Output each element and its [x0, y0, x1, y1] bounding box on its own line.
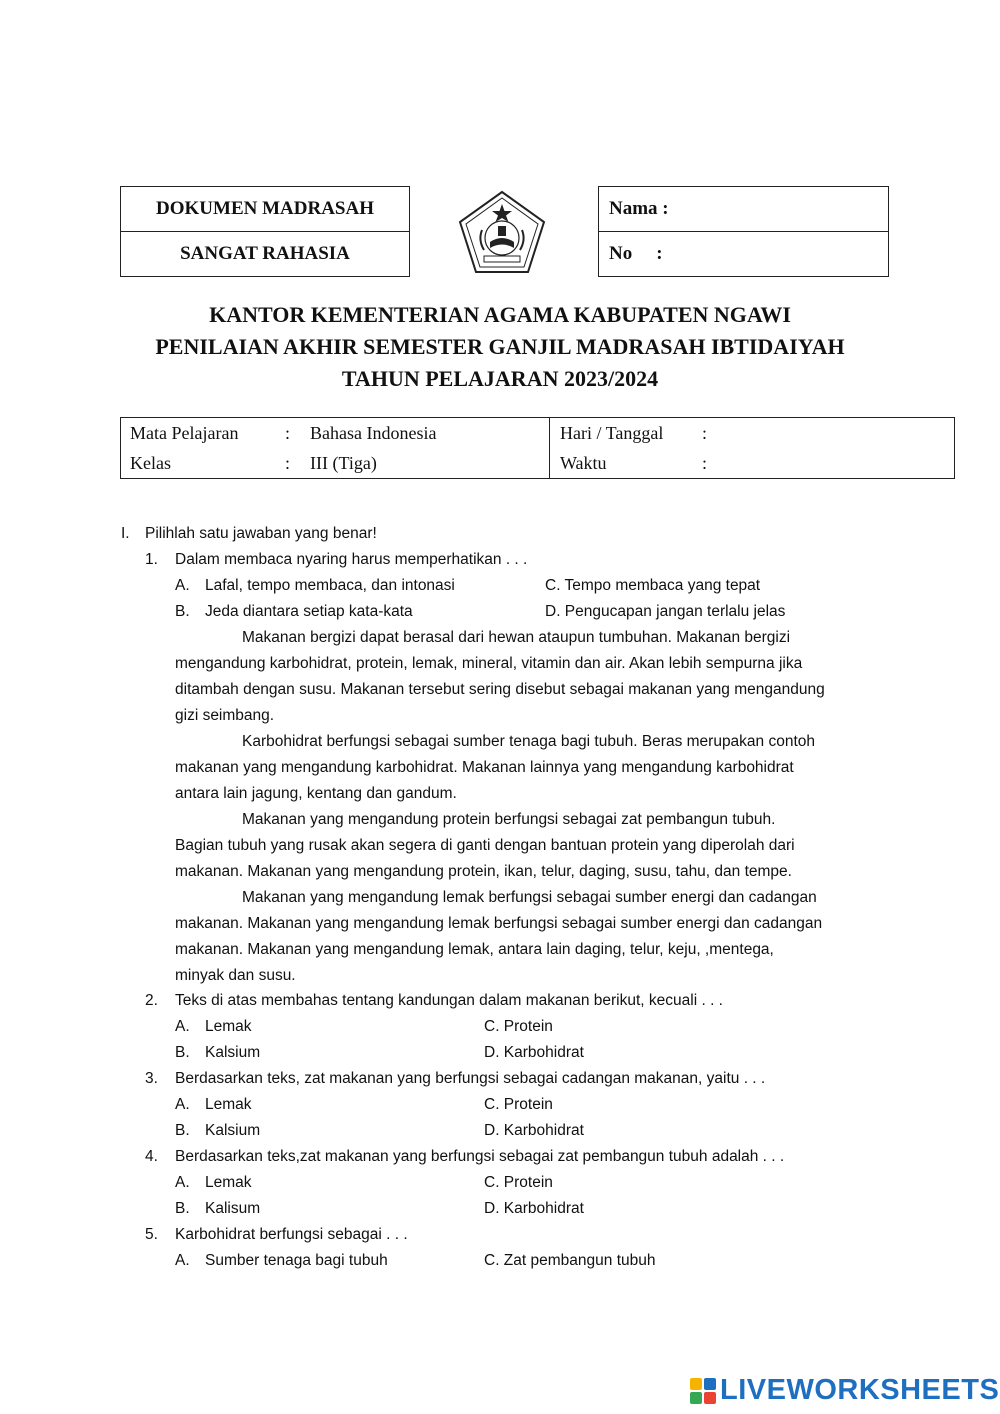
passage-line: ditambah dengan susu. Makanan tersebut sering disebut sebagai makanan yang mengandung: [175, 681, 825, 698]
name-label: Nama :: [609, 198, 669, 219]
table-divider: [549, 418, 550, 478]
q1-text: Dalam membaca nyaring harus memperhatikan . . .: [175, 551, 528, 568]
q2-option-a-letter: A.: [175, 1018, 190, 1035]
passage-line: Bagian tubuh yang rusak akan segera di ganti dengan bantuan protein yang diperolah dari: [175, 837, 795, 854]
passage-line: makanan. Makanan yang mengandung lemak berfungsi sebagai sumber energi dan cadangan: [175, 915, 823, 932]
day-label: Hari / Tanggal: [560, 423, 664, 443]
class-colon: :: [285, 453, 291, 473]
q1-option-b-letter: B.: [175, 603, 190, 620]
q5-number: 5.: [145, 1226, 158, 1243]
q1-option-b[interactable]: Jeda diantara setiap kata-kata: [205, 603, 413, 620]
q4-option-b-letter: B.: [175, 1200, 190, 1217]
liveworksheets-brand[interactable]: [690, 1374, 999, 1407]
exam-info-table: [120, 417, 955, 479]
passage-line: Makanan yang mengandung lemak berfungsi sebagai sumber energi dan cadangan: [242, 889, 817, 906]
passage-line: Karbohidrat berfungsi sebagai sumber tenaga bagi tubuh. Beras merupakan contoh: [242, 733, 816, 750]
passage-line: makanan yang mengandung karbohidrat. Makanan lainnya yang mengandung karbohidrat: [175, 759, 794, 776]
office-title: KANTOR KEMENTERIAN AGAMA KABUPATEN NGAWI: [209, 302, 791, 327]
q1-number: 1.: [145, 551, 158, 568]
logo-square: [704, 1392, 716, 1404]
logo-square: [690, 1378, 702, 1390]
class-label: Kelas: [130, 453, 171, 473]
passage-line: gizi seimbang.: [175, 707, 275, 724]
section-instruction: Pilihlah satu jawaban yang benar!: [145, 525, 377, 542]
kemenag-emblem-icon: [458, 190, 546, 274]
q4-option-b[interactable]: Kalisum: [205, 1200, 261, 1217]
passage-line: makanan. Makanan yang mengandung lemak, antara lain daging, telur, keju, ,mentega,: [175, 941, 774, 958]
q1-option-a-letter: A.: [175, 577, 190, 594]
q2-option-b[interactable]: Kalsium: [205, 1044, 261, 1061]
number-colon: :: [656, 243, 663, 264]
q2-option-b-letter: B.: [175, 1044, 190, 1061]
exam-title: PENILAIAN AKHIR SEMESTER GANJIL MADRASAH IBTIDAIYAH: [155, 334, 845, 359]
class-value: III (Tiga): [310, 453, 377, 473]
year-title: TAHUN PELAJARAN 2023/2024: [341, 366, 659, 391]
logo-square: [690, 1392, 702, 1404]
subject-value: Bahasa Indonesia: [310, 423, 437, 443]
liveworksheets-logo-icon: [690, 1378, 716, 1404]
passage-line: antara lain jagung, kentang dan gandum.: [175, 785, 457, 802]
q3-option-c[interactable]: C. Protein: [484, 1096, 553, 1113]
section-number: I.: [121, 525, 130, 542]
q3-option-d[interactable]: D. Karbohidrat: [484, 1122, 584, 1139]
student-identity-box: [598, 186, 889, 277]
q2-option-c[interactable]: C. Protein: [484, 1018, 553, 1035]
secret-label: SANGAT RAHASIA: [121, 231, 409, 276]
time-label: Waktu: [560, 453, 607, 473]
q3-text: Berdasarkan teks, zat makanan yang berfungsi sebagai cadangan makanan, yaitu . . .: [175, 1070, 766, 1087]
number-label: No: [609, 243, 633, 264]
name-field[interactable]: [599, 187, 888, 231]
q2-number: 2.: [145, 992, 158, 1009]
q3-option-a[interactable]: Lemak: [205, 1096, 252, 1113]
passage-line: minyak dan susu.: [175, 967, 296, 984]
q1-option-a[interactable]: Lafal, tempo membaca, dan intonasi: [205, 577, 455, 594]
passage-line: mengandung karbohidrat, protein, lemak, mineral, vitamin dan air. Akan lebih sempurna jika: [175, 655, 803, 672]
time-colon: :: [702, 453, 708, 473]
day-colon: :: [702, 423, 708, 443]
q4-option-c[interactable]: C. Protein: [484, 1174, 553, 1191]
passage-line: makanan. Makanan yang mengandung protein, ikan, telur, daging, susu, tahu, dan tempe.: [175, 863, 792, 880]
q5-option-a[interactable]: Sumber tenaga bagi tubuh: [205, 1252, 388, 1269]
subject-label: Mata Pelajaran: [130, 423, 239, 443]
q3-option-b-letter: B.: [175, 1122, 190, 1139]
doc-label: DOKUMEN MADRASAH: [156, 198, 374, 219]
q4-option-a[interactable]: Lemak: [205, 1174, 252, 1191]
logo-square: [704, 1378, 716, 1390]
q3-number: 3.: [145, 1070, 158, 1087]
q4-option-a-letter: A.: [175, 1174, 190, 1191]
q4-option-d[interactable]: D. Karbohidrat: [484, 1200, 584, 1217]
q2-option-d[interactable]: D. Karbohidrat: [484, 1044, 584, 1061]
number-field[interactable]: [599, 231, 888, 276]
passage-line: Makanan bergizi dapat berasal dari hewan ataupun tumbuhan. Makanan bergizi: [242, 629, 791, 646]
subject-colon: :: [285, 423, 291, 443]
q2-text: Teks di atas membahas tentang kandungan dalam makanan berikut, kecuali . . .: [175, 992, 723, 1009]
q5-option-c[interactable]: C. Zat pembangun tubuh: [484, 1252, 656, 1269]
q4-text: Berdasarkan teks,zat makanan yang berfungsi sebagai zat pembangun tubuh adalah . . .: [175, 1148, 785, 1165]
brand-wordmark: LIVEWORKSHEETS: [720, 1374, 1000, 1406]
q1-option-d[interactable]: D. Pengucapan jangan terlalu jelas: [545, 603, 786, 620]
document-classification-box: [120, 186, 410, 277]
q5-text: Karbohidrat berfungsi sebagai . . .: [175, 1226, 408, 1243]
q4-number: 4.: [145, 1148, 158, 1165]
q3-option-b[interactable]: Kalsium: [205, 1122, 261, 1139]
q2-option-a[interactable]: Lemak: [205, 1018, 252, 1035]
q1-option-c[interactable]: C. Tempo membaca yang tepat: [545, 577, 761, 594]
q3-option-a-letter: A.: [175, 1096, 190, 1113]
passage-line: Makanan yang mengandung protein berfungsi sebagai zat pembangun tubuh.: [242, 811, 776, 828]
q5-option-a-letter: A.: [175, 1252, 190, 1269]
